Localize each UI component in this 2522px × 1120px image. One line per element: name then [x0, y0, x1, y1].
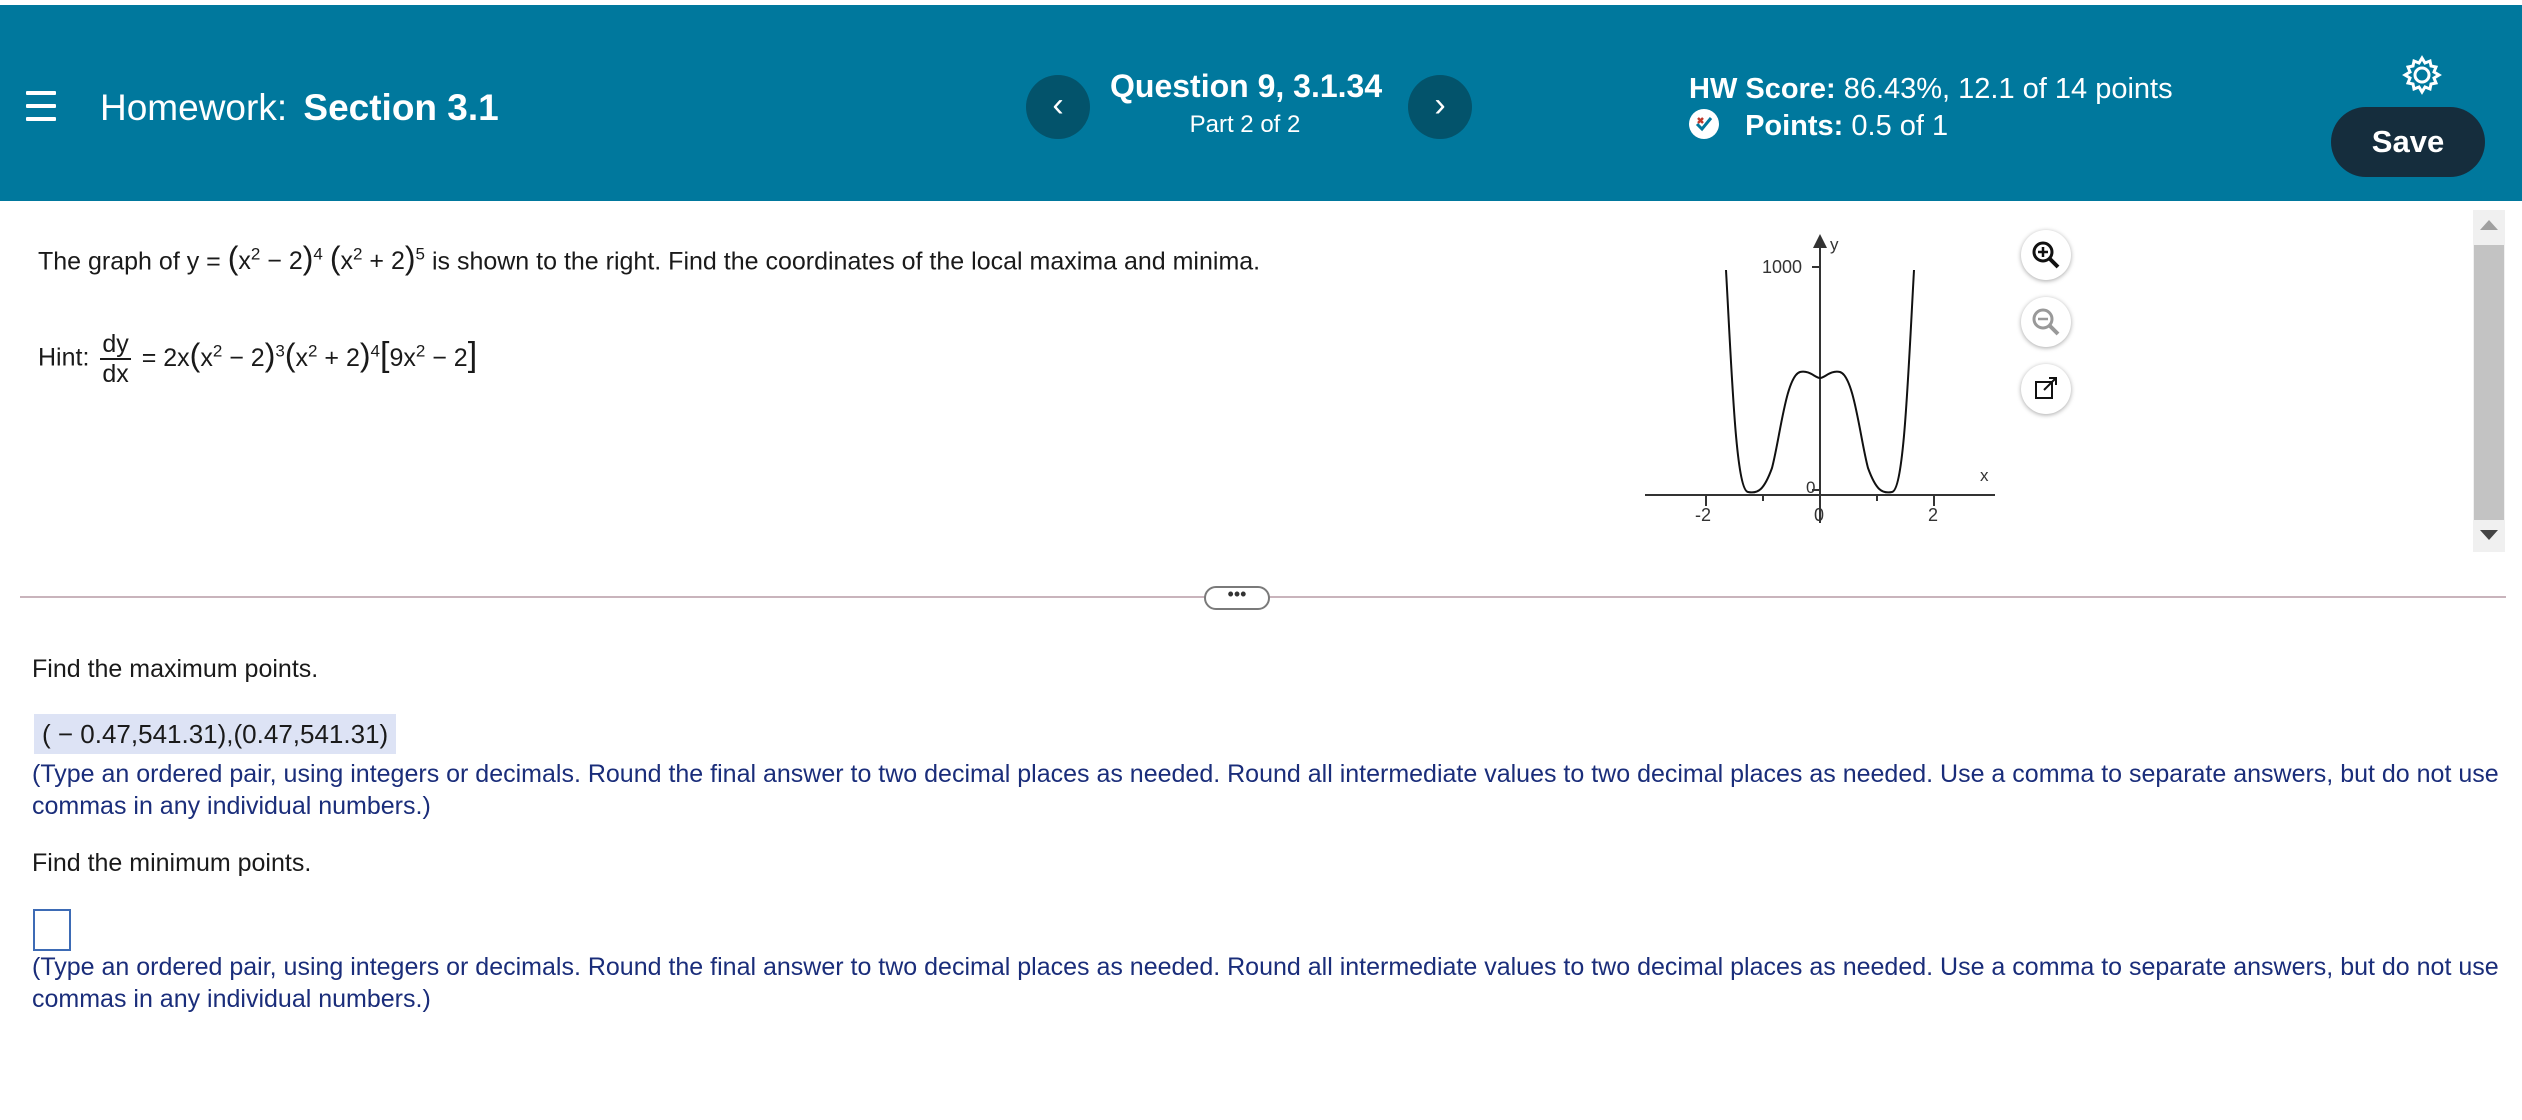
points [1689, 110, 1948, 143]
y-axis-label: y [1830, 235, 1839, 254]
previous-question-button[interactable] [1026, 75, 1090, 139]
pane-resize-handle[interactable]: ••• [1204, 586, 1270, 610]
x-tick-label: 0 [1814, 505, 1825, 525]
next-question-button[interactable] [1408, 75, 1472, 139]
homework-title [100, 87, 499, 129]
partial-credit-icon [1689, 109, 1719, 139]
homework-label: Homework: [100, 87, 288, 128]
zoom-in-icon [2031, 240, 2061, 270]
y-tick-label: 1000 [1762, 257, 1803, 277]
fraction-numerator: dy [102, 330, 129, 358]
min-prompt: Find the minimum points. [32, 849, 312, 877]
question-suffix: is shown to the right. Find the coordinates of the local maxima and minima. [431, 247, 1261, 276]
max-instructions: (Type an ordered pair, using integers or decimals. Round the final answer to two decimal places as needed. Round all intermediate values to two decimal places as needed. Use a comma to separate answers, but do not use commas in any individual numbers.) [32, 760, 2499, 820]
function-graph [1640, 228, 2000, 538]
x-tick-label: 2 [1928, 505, 1939, 525]
scroll-up-arrow[interactable] [2480, 220, 2498, 230]
zoom-out-icon [2031, 307, 2061, 337]
popout-button[interactable] [2021, 364, 2071, 414]
hint-label: Hint: [38, 343, 90, 372]
section-title: Section 3.1 [303, 87, 499, 128]
points-value: 0.5 of 1 [1851, 110, 1949, 142]
save-button[interactable]: Save [2331, 107, 2485, 177]
min-instructions: (Type an ordered pair, using integers or decimals. Round the final answer to two decimal places as needed. Round all intermediate values to two decimal places as needed. Use a comma to separate answers, but do not use commas in any individual numbers.) [32, 953, 2499, 1013]
header-bar [0, 5, 2522, 201]
scroll-down-arrow[interactable] [2480, 530, 2498, 540]
chevron-left-icon: ‹ [1052, 86, 1064, 124]
zoom-out-button[interactable] [2021, 297, 2071, 347]
hw-score-value: 86.43%, 12.1 of 14 points [1843, 73, 2173, 105]
origin-label: 0 [1806, 478, 1816, 497]
derivative-fraction [100, 330, 130, 388]
min-answer-input[interactable] [33, 909, 71, 951]
max-prompt: Find the maximum points. [32, 655, 319, 683]
question-title: Question 9, 3.1.34 [1110, 68, 1383, 104]
x-tick-label: -2 [1695, 505, 1712, 525]
chevron-right-icon: › [1434, 86, 1446, 124]
question-prefix: The graph of y = [38, 247, 221, 276]
y-axis-arrow [1813, 234, 1827, 248]
hw-score [1689, 73, 2173, 106]
scrollbar-thumb[interactable] [2474, 245, 2504, 520]
points-label: Points: [1745, 110, 1844, 142]
gear-icon[interactable] [2402, 55, 2442, 95]
derivative-expression: = $2x(x^2 - 2)^3(x^2 + 2)^4[9x^2 - 2]$ [141, 335, 478, 374]
hint [38, 330, 477, 388]
hw-score-label: HW Score: [1689, 73, 1836, 105]
x-axis-label: x [1980, 466, 1989, 485]
fraction-denominator: dx [102, 360, 129, 388]
external-link-icon [2031, 374, 2061, 404]
question-part: Part 2 of 2 [1189, 111, 1301, 138]
function-expression: $(x^2 - 2)^4$ $(x^2 + 2)^5$ [227, 240, 425, 277]
question-text [38, 238, 1338, 278]
max-answer-field[interactable]: ( − 0.47,541.31),(0.47,541.31) [34, 714, 396, 754]
zoom-in-button[interactable] [2021, 230, 2071, 280]
hamburger-menu-icon[interactable] [26, 91, 58, 121]
